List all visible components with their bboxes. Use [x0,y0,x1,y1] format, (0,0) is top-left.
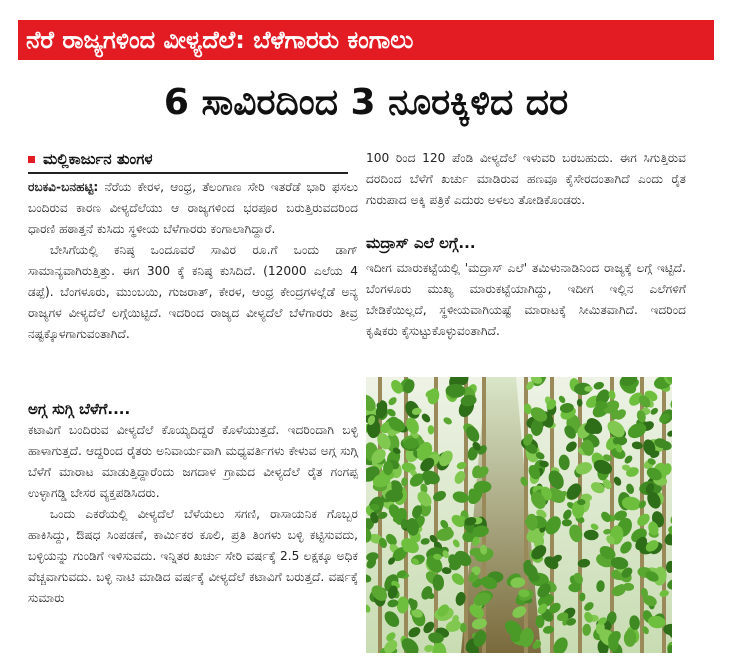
subheading-madras-leaf: ಮದ್ರಾಸ್ ಎಲೆ ಲಗ್ಗೆ... [366,234,476,252]
article-column-1-top [28,177,358,394]
byline [28,146,348,174]
article-column-2-bottom [366,258,686,368]
betel-leaf [562,519,572,526]
paragraph-5: 100 ರಿಂದ 120 ಪೆಂಡಿ ವೀಳ್ಯದೆಲೆ ಇಳುವರಿ ಬರಬಹುದು. ಈಗ ಸಿಗುತ್ತಿರುವ ದರದಿಂದ ಬೆಳೆಗೆ ಖರ್ಚು ಮಾಡಿರುವ ಹಣವೂ ಕೈಸೇರದಂತಾಗಿದೆ ಎಂದು ರೈತ ಗುರುಪಾದ ಅಕ್ಕಿ ಪತ್ರಿಕೆ ಎದುರು ಅಳಲು ತೋಡಿಕೊಂಡರು. [366,151,686,207]
betel-leaf [383,461,393,475]
paragraph-1 [28,177,358,240]
article-column-1-bottom [28,420,358,660]
headline: 6 ಸಾವಿರದಿಂದ 3 ನೂರಕ್ಕಿಳಿದ ದರ [163,82,569,123]
kicker-banner: ನೆರೆ ರಾಜ್ಯಗಳಿಂದ ವೀಳ್ಯದೆಲೆ: ಬೆಳೆಗಾರರು ಕಂಗಾಲು [18,20,714,60]
subheading-cheap-harvest: ಅಗ್ಗ ಸುಗ್ಗಿ ಬೆಳೆಗೆ.... [28,400,131,418]
paragraph-2: ಬೇಸಿಗೆಯಲ್ಲಿ ಕನಿಷ್ಠ ಒಂದೂವರೆ ಸಾವಿರ ರೂ.ಗೆ ಒಂದು ಡಾಗ್ ಸಾಮಾನ್ಯವಾಗಿರುತ್ತಿತ್ತು. ಈಗ 300 ಕ್ಕೆ ಕನಿಷ್ಠ ಕುಸಿದಿದೆ. (12000 ಎಲೆಯ 4 ಡಪ್ಪೆ). ಬೆಂಗಳೂರು, ಮುಂಬಯಿ, ಗುಜರಾತ್, ಕೇರಳ, ಆಂಧ್ರ ಕೇಂದ್ರಗಳಲ್ಲೆಡೆ ಅನ್ಯ ರಾಜ್ಯಗಳ ವೀಳ್ಯದೆಲೆ ಲಗ್ಗೆಯಿಟ್ಟಿದೆ. ಇದರಿಂದ ರಾಜ್ಯದ ವೀಳ್ಯದೆಲೆ ಬೆಳೆಗಾರರು ತೀವ್ರ ನಷ್ಟಕ್ಕೊಳಗಾಗುವಂತಾಗಿದೆ. [28,243,358,341]
betel-vine-photo [366,377,672,653]
paragraph-3: ಕಟಾವಿಗೆ ಬಂದಿರುವ ವೀಳ್ಯದೆಲೆ ಕೊಯ್ಯದಿದ್ದರೆ ಕೊಳೆಯುತ್ತದೆ. ಇದರಿಂದಾಗಿ ಬಳ್ಳಿ ಹಾಳಾಗುತ್ತದೆ. ಆದ್ದರಿಂದ ರೈತರು ಅನಿವಾರ್ಯವಾಗಿ ಮಧ್ಯವರ್ತಿಗಳು ಕೇಳುವ ಅಗ್ಗ ಸುಗ್ಗಿ ಬೆಳೆಗೆ ಮಾರಾಟ ಮಾಡುತ್ತಿದ್ದಾರೆಂದು ಜಗದಾಳ ಗ್ರಾಮದ ವೀಳ್ಯದೆಲೆ ರೈತ ಗಂಗಪ್ಪ ಉಳ್ಳಾಗಡ್ಡಿ ಬೇಸರ ವ್ಯಕ್ತಪಡಿಸಿದರು. [28,423,358,500]
paragraph-1-text: ನೆರೆಯ ಕೇರಳ, ಆಂಧ್ರ, ತೆಲಂಗಾಣ ಸೇರಿ ಇತರೆಡೆ ಭಾರಿ ಫಸಲು ಬಂದಿರುವ ಕಾರಣ ವೀಳ್ಯದೆಲೆಯು ಆ ರಾಜ್ಯಗಳಿಂದ ಭರಪೂರ ಬರುತ್ತಿರುವದರಿಂದ ಧಾರಣಿ ಹಠಾತ್ತನೆ ಕುಸಿದು ಸ್ಥಳೀಯ ಬೆಳೆಗಾರರು ಕಂಗಾಲಾಗಿದ್ದಾರೆ. [28,180,358,236]
byline-bullet-icon [28,156,35,163]
article-column-2-top [366,148,686,228]
author-name: ಮಲ್ಲಿಕಾರ್ಜುನ ತುಂಗಳ [43,150,153,168]
betel-vine-illustration [366,377,672,653]
paragraph-4: ಒಂದು ಎಕರೆಯಲ್ಲಿ ವೀಳ್ಯದೆಲೆ ಬೆಳೆಯಲು ಸಗಣಿ, ರಾಸಾಯನಿಕ ಗೊಬ್ಬರ ಹಾಕಿಸಿದ್ದು, ಔಷಧ ಸಿಂಪಡಣೆ, ಕಾರ್ಮಿಕರ ಕೂಲಿ, ಪ್ರತಿ ತಿಂಗಳು ಬಳ್ಳಿ ಕಟ್ಟಿಸುವದು, ಬಳ್ಳಿಯನ್ನು ಗುಂಡಿಗೆ ಇಳಿಸುವದು. ಇನ್ನಿತರ ಖರ್ಚು ಸೇರಿ ವರ್ಷಕ್ಕೆ 2.5 ಲಕ್ಷಕ್ಕೂ ಅಧಿಕ ವೆಚ್ಚವಾಗುವದು. ಬಳ್ಳಿ ನಾಟಿ ಮಾಡಿದ ವರ್ಷಕ್ಕೆ ವೀಳ್ಯದೆಲೆ ಕಟಾವಿಗೆ ಬರುತ್ತದೆ. ವರ್ಷಕ್ಕೆ ಸುಮಾರು [28,507,358,605]
paragraph-6: ಇದೀಗ ಮಾರುಕಟ್ಟೆಯಲ್ಲಿ 'ಮದ್ರಾಸ್ ಎಲೆ' ತಮಿಳುನಾಡಿನಿಂದ ರಾಜ್ಯಕ್ಕೆ ಲಗ್ಗೆ ಇಟ್ಟಿದೆ. ಬೆಂಗಳೂರು ಮುಖ್ಯ ಮಾರುಕಟ್ಟೆಯಾಗಿದ್ದು, ಇದೀಗ ಇಲ್ಲಿನ ಎಲೆಗಳಿಗೆ ಬೇಡಿಕೆಯಿಲ್ಲದೆ, ಸ್ಥಳೀಯವಾಗಿಯಷ್ಟೆ ಮಾರಾಟಕ್ಕೆ ಸೀಮಿತವಾಗಿದೆ. ಇದರಿಂದ ಕೃಷಿಕರು ಕೈಸುಟ್ಟುಕೊಳ್ಳುವಂತಾಗಿದೆ. [366,261,686,338]
dateline: ರಬಕವಿ-ಬನಹಟ್ಟಿ: [28,180,99,194]
